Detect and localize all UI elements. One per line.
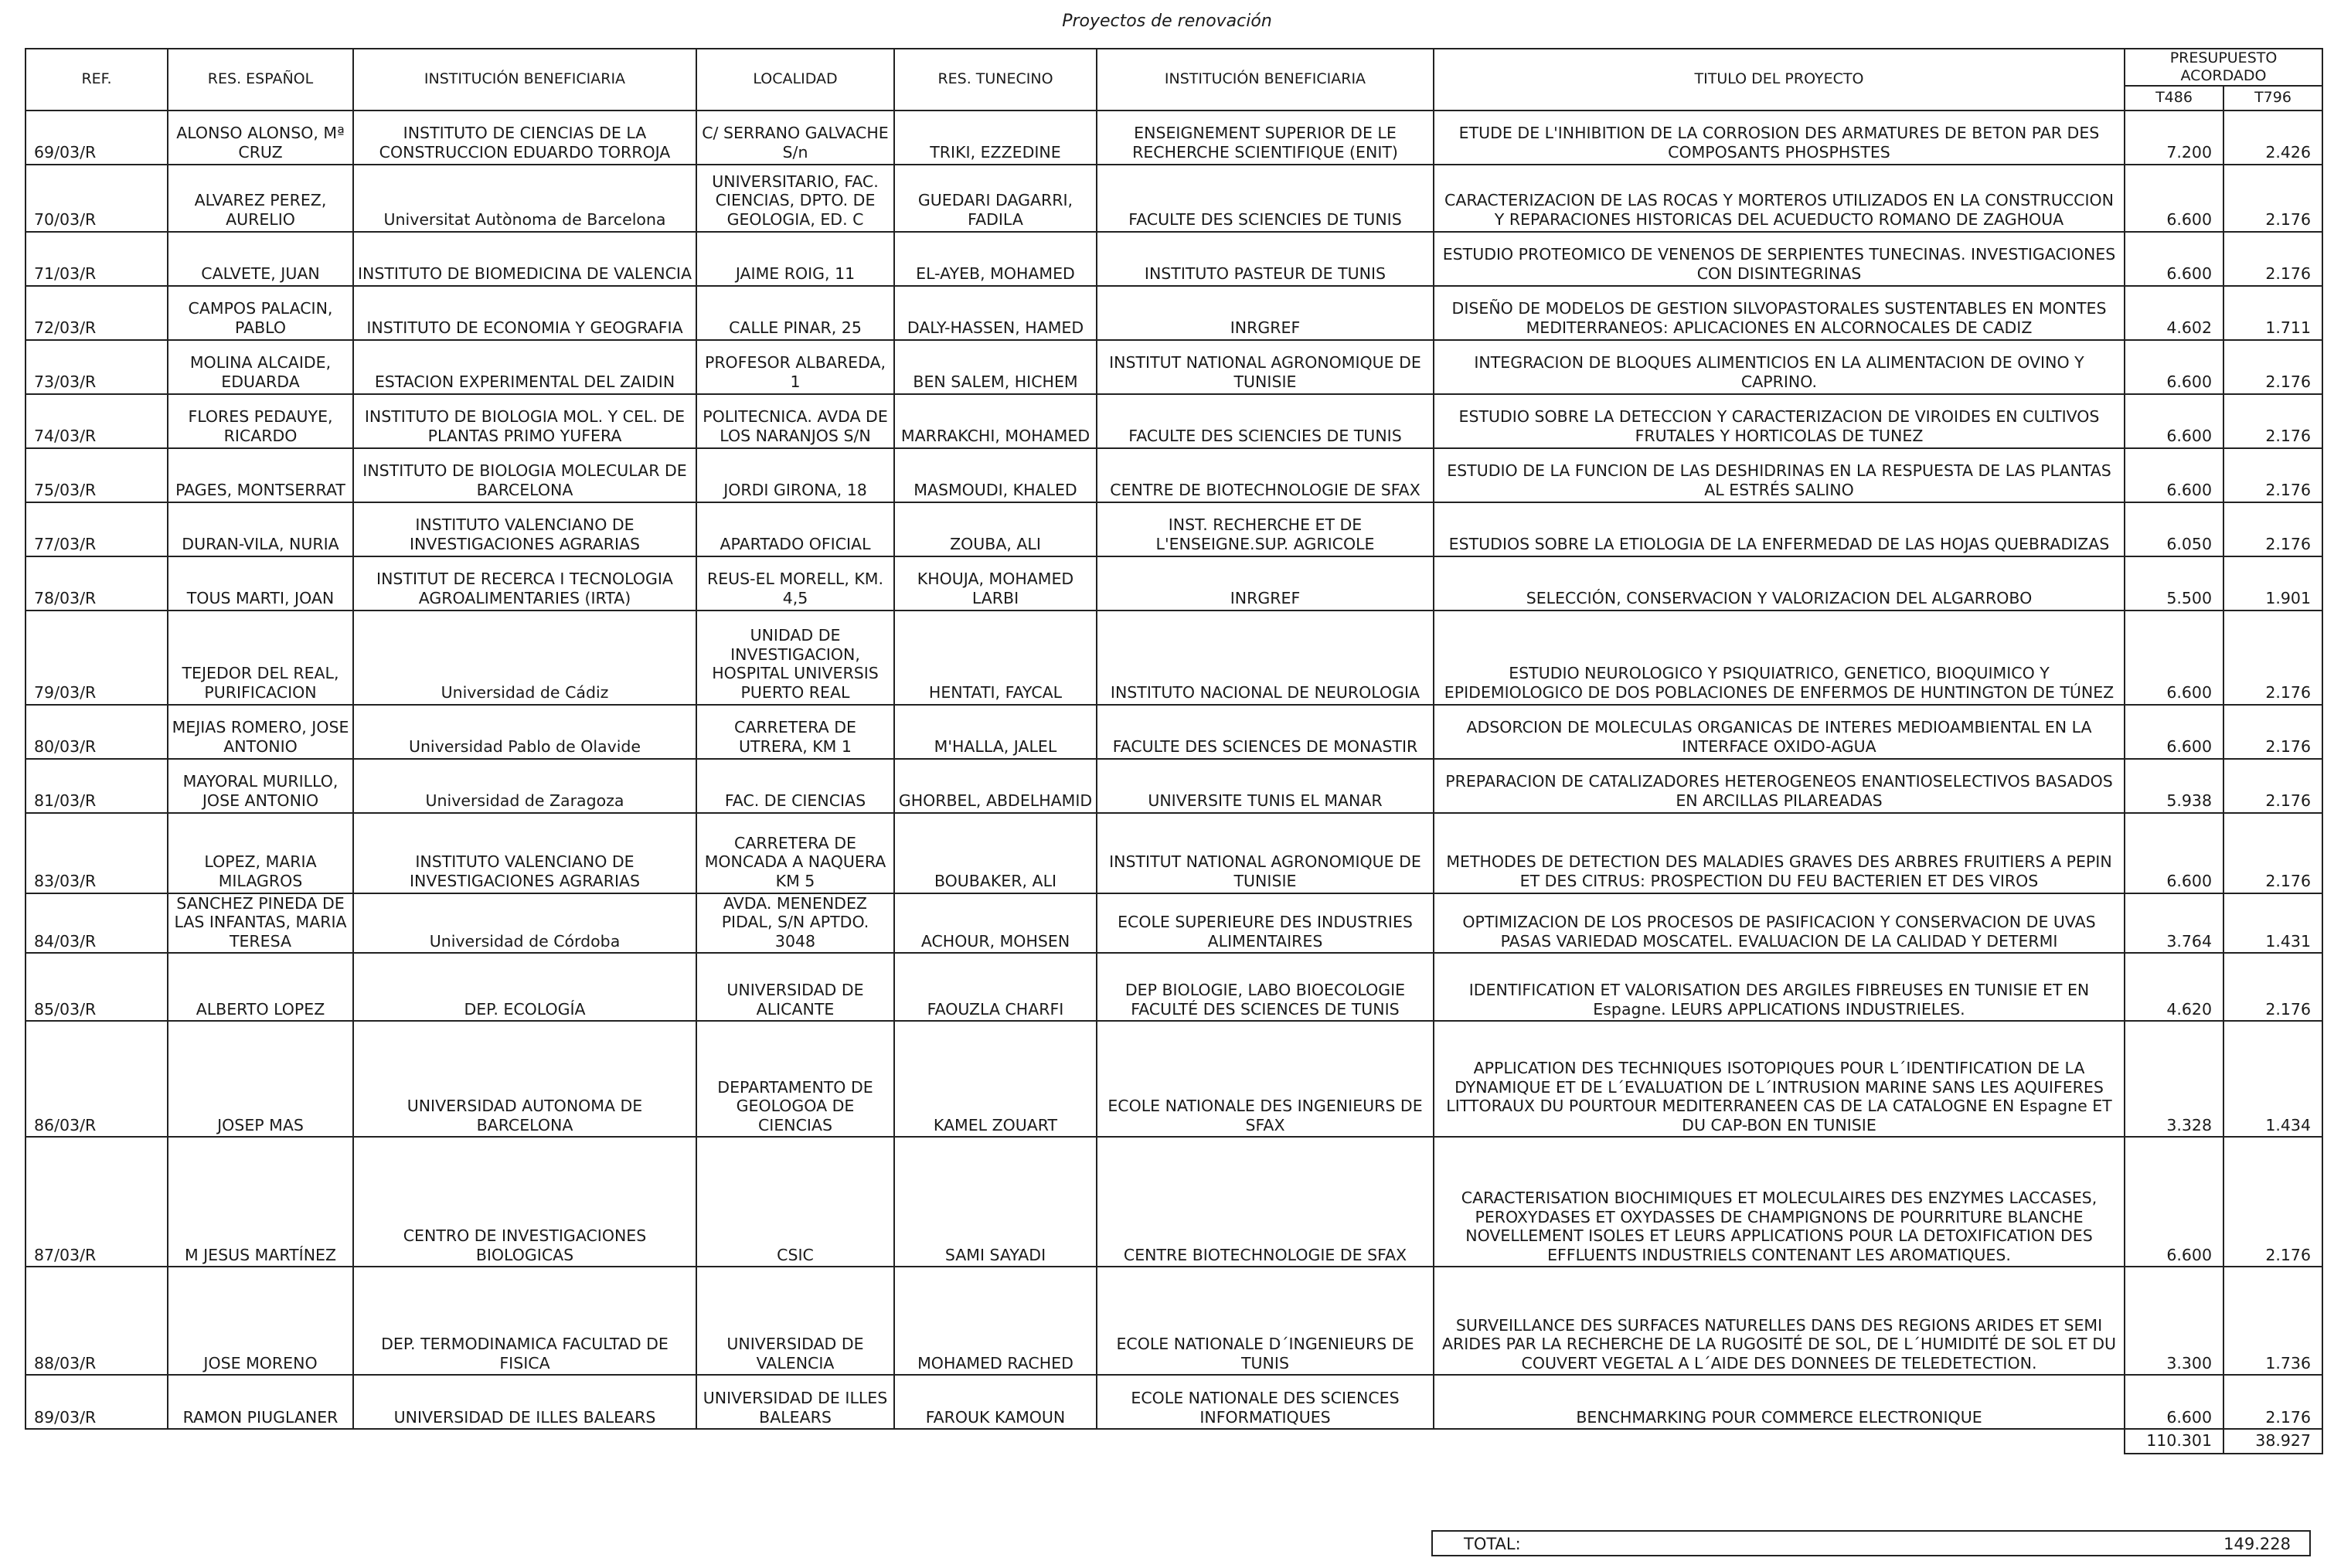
localidad-cell: CARRETERA DE MONCADA A NAQUERA KM 5	[696, 813, 894, 893]
t486-cell: 4.620	[2125, 953, 2223, 1021]
t486-cell: 5.938	[2125, 759, 2223, 813]
titulo-cell: ESTUDIO PROTEOMICO DE VENENOS DE SERPIENTES TUNECINAS. INVESTIGACIONES CON DISINTEGRINAS	[1434, 232, 2125, 286]
institucion-tn-cell: ENSEIGNEMENT SUPERIOR DE LE RECHERCHE SCIENTIFIQUE (ENIT)	[1097, 111, 1434, 165]
titulo-cell: SELECCIÓN, CONSERVACION Y VALORIZACION DEL ALGARROBO	[1434, 556, 2125, 611]
header-titulo: TITULO DEL PROYECTO	[1434, 49, 2125, 111]
institucion-tn-cell: CENTRE DE BIOTECHNOLOGIE DE SFAX	[1097, 448, 1434, 502]
localidad-cell: CSIC	[696, 1137, 894, 1267]
table-row	[26, 1375, 2322, 1429]
table-row	[26, 556, 2322, 611]
t486-cell: 3.300	[2125, 1267, 2223, 1375]
ref-cell: 69/03/R	[26, 111, 168, 165]
institucion-es-cell: INSTITUTO DE CIENCIAS DE LA CONSTRUCCION EDUARDO TORROJA	[353, 111, 696, 165]
ref-cell: 73/03/R	[26, 340, 168, 394]
res-espanol-cell: MOLINA ALCAIDE, EDUARDA	[168, 340, 353, 394]
institucion-es-cell: Universidad de Zaragoza	[353, 759, 696, 813]
res-espanol-cell: MEJIAS ROMERO, JOSE ANTONIO	[168, 705, 353, 759]
titulo-cell: BENCHMARKING POUR COMMERCE ELECTRONIQUE	[1434, 1375, 2125, 1429]
titulo-cell: CARACTERIZACION DE LAS ROCAS Y MORTEROS UTILIZADOS EN LA CONSTRUCCION Y REPARACIONES HISTORICAS DEL ACUEDUCTO ROMANO DE ZAGHOUA	[1434, 165, 2125, 232]
t796-cell: 2.176	[2223, 1137, 2322, 1267]
institucion-es-cell: INSTITUTO VALENCIANO DE INVESTIGACIONES AGRARIAS	[353, 502, 696, 556]
t796-cell: 2.176	[2223, 953, 2322, 1021]
t486-cell: 6.050	[2125, 502, 2223, 556]
res-tunecino-cell: M'HALLA, JALEL	[894, 705, 1097, 759]
ref-cell: 70/03/R	[26, 165, 168, 232]
ref-cell: 87/03/R	[26, 1137, 168, 1267]
res-espanol-cell: FLORES PEDAUYE, RICARDO	[168, 394, 353, 448]
res-espanol-cell: TEJEDOR DEL REAL, PURIFICACION	[168, 611, 353, 705]
ref-cell: 78/03/R	[26, 556, 168, 611]
res-tunecino-cell: DALY-HASSEN, HAMED	[894, 286, 1097, 340]
res-espanol-cell: LOPEZ, MARIA MILAGROS	[168, 813, 353, 893]
institucion-tn-cell: INRGREF	[1097, 556, 1434, 611]
t486-cell: 6.600	[2125, 394, 2223, 448]
table-body	[26, 111, 2322, 1430]
titulo-cell: ESTUDIO SOBRE LA DETECCION Y CARACTERIZACION DE VIROIDES EN CULTIVOS FRUTALES Y HORTICOLAS DE TUNEZ	[1434, 394, 2125, 448]
table-row	[26, 502, 2322, 556]
localidad-cell: REUS-EL MORELL, KM. 4,5	[696, 556, 894, 611]
total-label: TOTAL:	[1464, 1535, 1521, 1553]
res-tunecino-cell: GUEDARI DAGARRI, FADILA	[894, 165, 1097, 232]
t796-cell: 2.176	[2223, 232, 2322, 286]
localidad-cell: UNIVERSIDAD DE ILLES BALEARS	[696, 1375, 894, 1429]
titulo-cell: ESTUDIO DE LA FUNCION DE LAS DESHIDRINAS EN LA RESPUESTA DE LAS PLANTAS AL ESTRÉS SALINO	[1434, 448, 2125, 502]
ref-cell: 80/03/R	[26, 705, 168, 759]
localidad-cell: C/ SERRANO GALVACHE S/n	[696, 111, 894, 165]
subtotal-row	[26, 1429, 2322, 1454]
institucion-es-cell: INSTITUTO DE ECONOMIA Y GEOGRAFIA	[353, 286, 696, 340]
ref-cell: 85/03/R	[26, 953, 168, 1021]
res-espanol-cell: ALBERTO LOPEZ	[168, 953, 353, 1021]
t796-cell: 1.711	[2223, 286, 2322, 340]
institucion-tn-cell: INRGREF	[1097, 286, 1434, 340]
projects-table	[25, 48, 2323, 1454]
res-tunecino-cell: FAROUK KAMOUN	[894, 1375, 1097, 1429]
titulo-cell: DISEÑO DE MODELOS DE GESTION SILVOPASTORALES SUSTENTABLES EN MONTES MEDITERRANEOS: APLICACIONES EN ALCORNOCALES DE CADIZ	[1434, 286, 2125, 340]
t486-cell: 3.764	[2125, 893, 2223, 954]
table-row	[26, 759, 2322, 813]
institucion-tn-cell: INST. RECHERCHE ET DE L'ENSEIGNE.SUP. AGRICOLE	[1097, 502, 1434, 556]
localidad-cell: CALLE PINAR, 25	[696, 286, 894, 340]
titulo-cell: SURVEILLANCE DES SURFACES NATURELLES DANS DES REGIONS ARIDES ET SEMI ARIDES PAR LA RECHERCHE DE LA RUGOSITÉ DE SOL, DE L´HUMIDITÉ DE SOL ET DU COUVERT VEGETAL A L´AIDE DES DONNEES DE TELEDETECTION.	[1434, 1267, 2125, 1375]
res-tunecino-cell: KHOUJA, MOHAMED LARBI	[894, 556, 1097, 611]
table-row	[26, 813, 2322, 893]
ref-cell: 74/03/R	[26, 394, 168, 448]
institucion-tn-cell: UNIVERSITE TUNIS EL MANAR	[1097, 759, 1434, 813]
institucion-tn-cell: INSTITUTO PASTEUR DE TUNIS	[1097, 232, 1434, 286]
institucion-es-cell: CENTRO DE INVESTIGACIONES BIOLOGICAS	[353, 1137, 696, 1267]
localidad-cell: DEPARTAMENTO DE GEOLOGOA DE CIENCIAS	[696, 1021, 894, 1137]
institucion-es-cell: INSTITUTO DE BIOMEDICINA DE VALENCIA	[353, 232, 696, 286]
t486-cell: 6.600	[2125, 813, 2223, 893]
table-row	[26, 1137, 2322, 1267]
res-tunecino-cell: ZOUBA, ALI	[894, 502, 1097, 556]
titulo-cell: PREPARACION DE CATALIZADORES HETEROGENEOS ENANTIOSELECTIVOS BASADOS EN ARCILLAS PILAREADAS	[1434, 759, 2125, 813]
t486-cell: 6.600	[2125, 611, 2223, 705]
table-row	[26, 1021, 2322, 1137]
t486-cell: 6.600	[2125, 340, 2223, 394]
total-value: 149.228	[2223, 1535, 2291, 1553]
t486-cell: 6.600	[2125, 705, 2223, 759]
institucion-es-cell: UNIVERSIDAD AUTONOMA DE BARCELONA	[353, 1021, 696, 1137]
header-presupuesto: PRESUPUESTO ACORDADO	[2125, 49, 2322, 86]
res-tunecino-cell: BOUBAKER, ALI	[894, 813, 1097, 893]
institucion-tn-cell: FACULTE DES SCIENCIES DE TUNIS	[1097, 394, 1434, 448]
institucion-tn-cell: ECOLE SUPERIEURE DES INDUSTRIES ALIMENTAIRES	[1097, 893, 1434, 954]
table-row	[26, 953, 2322, 1021]
institucion-es-cell: INSTITUTO DE BIOLOGIA MOLECULAR DE BARCELONA	[353, 448, 696, 502]
localidad-cell: JORDI GIRONA, 18	[696, 448, 894, 502]
res-espanol-cell: ALONSO ALONSO, Mª CRUZ	[168, 111, 353, 165]
res-tunecino-cell: GHORBEL, ABDELHAMID	[894, 759, 1097, 813]
res-tunecino-cell: TRIKI, EZZEDINE	[894, 111, 1097, 165]
institucion-tn-cell: ECOLE NATIONALE D´INGENIEURS DE TUNIS	[1097, 1267, 1434, 1375]
res-tunecino-cell: MOHAMED RACHED	[894, 1267, 1097, 1375]
institucion-es-cell: Universidad de Córdoba	[353, 893, 696, 954]
localidad-cell: JAIME ROIG, 11	[696, 232, 894, 286]
localidad-cell: FAC. DE CIENCIAS	[696, 759, 894, 813]
titulo-cell: APPLICATION DES TECHNIQUES ISOTOPIQUES POUR L´IDENTIFICATION DE LA DYNAMIQUE ET DE L´EVALUATION DE L´INTRUSION MARINE SANS LES AQUIFERES LITTORAUX DU POURTOUR MEDITERRANEEN CAS DE LA CATALOGNE EN Espagne ET DU CAP-BON EN TUNISIE	[1434, 1021, 2125, 1137]
t796-cell: 2.176	[2223, 394, 2322, 448]
titulo-cell: METHODES DE DETECTION DES MALADIES GRAVES DES ARBRES FRUITIERS A PEPIN ET DES CITRUS: PROSPECTION DU FEU BACTERIEN ET DES VIROS	[1434, 813, 2125, 893]
t486-cell: 3.328	[2125, 1021, 2223, 1137]
titulo-cell: IDENTIFICATION ET VALORISATION DES ARGILES FIBREUSES EN TUNISIE ET EN Espagne. LEURS APPLICATIONS INDUSTRIELES.	[1434, 953, 2125, 1021]
res-espanol-cell: MAYORAL MURILLO, JOSE ANTONIO	[168, 759, 353, 813]
institucion-tn-cell: ECOLE NATIONALE DES INGENIEURS DE SFAX	[1097, 1021, 1434, 1137]
localidad-cell: AVDA. MENENDEZ PIDAL, S/N APTDO. 3048	[696, 893, 894, 954]
t486-cell: 7.200	[2125, 111, 2223, 165]
subtotal-t796: 38.927	[2223, 1429, 2322, 1454]
res-tunecino-cell: FAOUZLA CHARFI	[894, 953, 1097, 1021]
t796-cell: 2.176	[2223, 705, 2322, 759]
t796-cell: 2.176	[2223, 611, 2322, 705]
page-title: Proyectos de renovación	[1062, 12, 1272, 31]
res-tunecino-cell: EL-AYEB, MOHAMED	[894, 232, 1097, 286]
res-espanol-cell: TOUS MARTI, JOAN	[168, 556, 353, 611]
institucion-tn-cell: ECOLE NATIONALE DES SCIENCES INFORMATIQUES	[1097, 1375, 1434, 1429]
table-row	[26, 705, 2322, 759]
ref-cell: 83/03/R	[26, 813, 168, 893]
res-espanol-cell: JOSE MORENO	[168, 1267, 353, 1375]
institucion-tn-cell: CENTRE BIOTECHNOLOGIE DE SFAX	[1097, 1137, 1434, 1267]
t796-cell: 2.426	[2223, 111, 2322, 165]
res-espanol-cell: ALVAREZ PEREZ, AURELIO	[168, 165, 353, 232]
t486-cell: 6.600	[2125, 448, 2223, 502]
titulo-cell: CARACTERISATION BIOCHIMIQUES ET MOLECULAIRES DES ENZYMES LACCASES, PEROXYDASES ET OXYDASSES DE CHAMPIGNONS DE POURRITURE BLANCHE NOVELLEMENT ISOLES ET LEURS APPLICATIONS POUR LA DETOXIFICATION DES EFFLUENTS INDUSTRIELS CONTENANT LES AROMATIQUES.	[1434, 1137, 2125, 1267]
header-res-tunecino: RES. TUNECINO	[894, 49, 1097, 111]
t796-cell: 1.736	[2223, 1267, 2322, 1375]
res-tunecino-cell: MARRAKCHI, MOHAMED	[894, 394, 1097, 448]
t796-cell: 2.176	[2223, 165, 2322, 232]
header-institucion-tn: INSTITUCIÓN BENEFICIARIA	[1097, 49, 1434, 111]
res-tunecino-cell: BEN SALEM, HICHEM	[894, 340, 1097, 394]
res-tunecino-cell: KAMEL ZOUART	[894, 1021, 1097, 1137]
header-t796: T796	[2223, 86, 2322, 111]
table-row	[26, 611, 2322, 705]
ref-cell: 71/03/R	[26, 232, 168, 286]
ref-cell: 77/03/R	[26, 502, 168, 556]
ref-cell: 81/03/R	[26, 759, 168, 813]
table-row	[26, 232, 2322, 286]
institucion-tn-cell: DEP BIOLOGIE, LABO BIOECOLOGIE FACULTÉ DES SCIENCES DE TUNIS	[1097, 953, 1434, 1021]
table-row	[26, 286, 2322, 340]
res-espanol-cell: JOSEP MAS	[168, 1021, 353, 1137]
titulo-cell: ESTUDIOS SOBRE LA ETIOLOGIA DE LA ENFERMEDAD DE LAS HOJAS QUEBRADIZAS	[1434, 502, 2125, 556]
ref-cell: 79/03/R	[26, 611, 168, 705]
institucion-tn-cell: FACULTE DES SCIENCES DE MONASTIR	[1097, 705, 1434, 759]
t486-cell: 4.602	[2125, 286, 2223, 340]
subtotal-t486: 110.301	[2125, 1429, 2223, 1454]
institucion-tn-cell: INSTITUT NATIONAL AGRONOMIQUE DE TUNISIE	[1097, 340, 1434, 394]
institucion-es-cell: Universitat Autònoma de Barcelona	[353, 165, 696, 232]
institucion-es-cell: DEP. TERMODINAMICA FACULTAD DE FISICA	[353, 1267, 696, 1375]
t486-cell: 6.600	[2125, 165, 2223, 232]
res-espanol-cell: DURAN-VILA, NURIA	[168, 502, 353, 556]
res-espanol-cell: RAMON PIUGLANER	[168, 1375, 353, 1429]
t796-cell: 2.176	[2223, 502, 2322, 556]
institucion-es-cell: ESTACION EXPERIMENTAL DEL ZAIDIN	[353, 340, 696, 394]
header-t486: T486	[2125, 86, 2223, 111]
t796-cell: 2.176	[2223, 813, 2322, 893]
res-tunecino-cell: MASMOUDI, KHALED	[894, 448, 1097, 502]
table-row	[26, 394, 2322, 448]
institucion-es-cell: Universidad de Cádiz	[353, 611, 696, 705]
res-espanol-cell: CALVETE, JUAN	[168, 232, 353, 286]
institucion-es-cell: INSTITUT DE RECERCA I TECNOLOGIA AGROALIMENTARIES (IRTA)	[353, 556, 696, 611]
header-res-espanol: RES. ESPAÑOL	[168, 49, 353, 111]
res-espanol-cell: PAGES, MONTSERRAT	[168, 448, 353, 502]
ref-cell: 72/03/R	[26, 286, 168, 340]
res-espanol-cell: CAMPOS PALACIN, PABLO	[168, 286, 353, 340]
localidad-cell: UNIVERSIDAD DE ALICANTE	[696, 953, 894, 1021]
res-tunecino-cell: SAMI SAYADI	[894, 1137, 1097, 1267]
res-espanol-cell: M JESUS MARTÍNEZ	[168, 1137, 353, 1267]
titulo-cell: INTEGRACION DE BLOQUES ALIMENTICIOS EN LA ALIMENTACION DE OVINO Y CAPRINO.	[1434, 340, 2125, 394]
res-espanol-cell: SANCHEZ PINEDA DE LAS INFANTAS, MARIA TERESA	[168, 893, 353, 954]
res-tunecino-cell: ACHOUR, MOHSEN	[894, 893, 1097, 954]
t486-cell: 6.600	[2125, 1375, 2223, 1429]
localidad-cell: PROFESOR ALBAREDA, 1	[696, 340, 894, 394]
institucion-tn-cell: INSTITUT NATIONAL AGRONOMIQUE DE TUNISIE	[1097, 813, 1434, 893]
table-row	[26, 448, 2322, 502]
localidad-cell: POLITECNICA. AVDA DE LOS NARANJOS S/N	[696, 394, 894, 448]
titulo-cell: OPTIMIZACION DE LOS PROCESOS DE PASIFICACION Y CONSERVACION DE UVAS PASAS VARIEDAD MOSCATEL. EVALUACION DE LA CALIDAD Y DETERMI	[1434, 893, 2125, 954]
table-row	[26, 1267, 2322, 1375]
titulo-cell: ESTUDIO NEUROLOGICO Y PSIQUIATRICO, GENETICO, BIOQUIMICO Y EPIDEMIOLOGICO DE DOS POBLACIONES DE ENFERMOS DE HUNTINGTON DE TÚNEZ	[1434, 611, 2125, 705]
t796-cell: 1.431	[2223, 893, 2322, 954]
institucion-es-cell: INSTITUTO VALENCIANO DE INVESTIGACIONES AGRARIAS	[353, 813, 696, 893]
t486-cell: 6.600	[2125, 1137, 2223, 1267]
table-row	[26, 111, 2322, 165]
t486-cell: 5.500	[2125, 556, 2223, 611]
localidad-cell: APARTADO OFICIAL	[696, 502, 894, 556]
ref-cell: 88/03/R	[26, 1267, 168, 1375]
institucion-tn-cell: FACULTE DES SCIENCIES DE TUNIS	[1097, 165, 1434, 232]
institucion-es-cell: DEP. ECOLOGÍA	[353, 953, 696, 1021]
titulo-cell: ETUDE DE L'INHIBITION DE LA CORROSION DES ARMATURES DE BETON PAR DES COMPOSANTS PHOSPHSTES	[1434, 111, 2125, 165]
t796-cell: 1.901	[2223, 556, 2322, 611]
titulo-cell: ADSORCION DE MOLECULAS ORGANICAS DE INTERES MEDIOAMBIENTAL EN LA INTERFACE OXIDO-AGUA	[1434, 705, 2125, 759]
table-row	[26, 165, 2322, 232]
ref-cell: 75/03/R	[26, 448, 168, 502]
header-ref: REF.	[26, 49, 168, 111]
institucion-tn-cell: INSTITUTO NACIONAL DE NEUROLOGIA	[1097, 611, 1434, 705]
localidad-cell: UNIDAD DE INVESTIGACION, HOSPITAL UNIVERSIS PUERTO REAL	[696, 611, 894, 705]
header-localidad: LOCALIDAD	[696, 49, 894, 111]
t796-cell: 2.176	[2223, 1375, 2322, 1429]
t796-cell: 2.176	[2223, 448, 2322, 502]
institucion-es-cell: UNIVERSIDAD DE ILLES BALEARS	[353, 1375, 696, 1429]
ref-cell: 89/03/R	[26, 1375, 168, 1429]
header-institucion-es: INSTITUCIÓN BENEFICIARIA	[353, 49, 696, 111]
table-row	[26, 340, 2322, 394]
res-tunecino-cell: HENTATI, FAYCAL	[894, 611, 1097, 705]
t796-cell: 1.434	[2223, 1021, 2322, 1137]
institucion-es-cell: INSTITUTO DE BIOLOGIA MOL. Y CEL. DE PLANTAS PRIMO YUFERA	[353, 394, 696, 448]
grand-total-box	[1431, 1530, 2311, 1556]
localidad-cell: UNIVERSITARIO, FAC. CIENCIAS, DPTO. DE GEOLOGIA, ED. C	[696, 165, 894, 232]
t796-cell: 2.176	[2223, 759, 2322, 813]
ref-cell: 84/03/R	[26, 893, 168, 954]
ref-cell: 86/03/R	[26, 1021, 168, 1137]
localidad-cell: CARRETERA DE UTRERA, KM 1	[696, 705, 894, 759]
t486-cell: 6.600	[2125, 232, 2223, 286]
localidad-cell: UNIVERSIDAD DE VALENCIA	[696, 1267, 894, 1375]
table-row	[26, 893, 2322, 954]
t796-cell: 2.176	[2223, 340, 2322, 394]
institucion-es-cell: Universidad Pablo de Olavide	[353, 705, 696, 759]
